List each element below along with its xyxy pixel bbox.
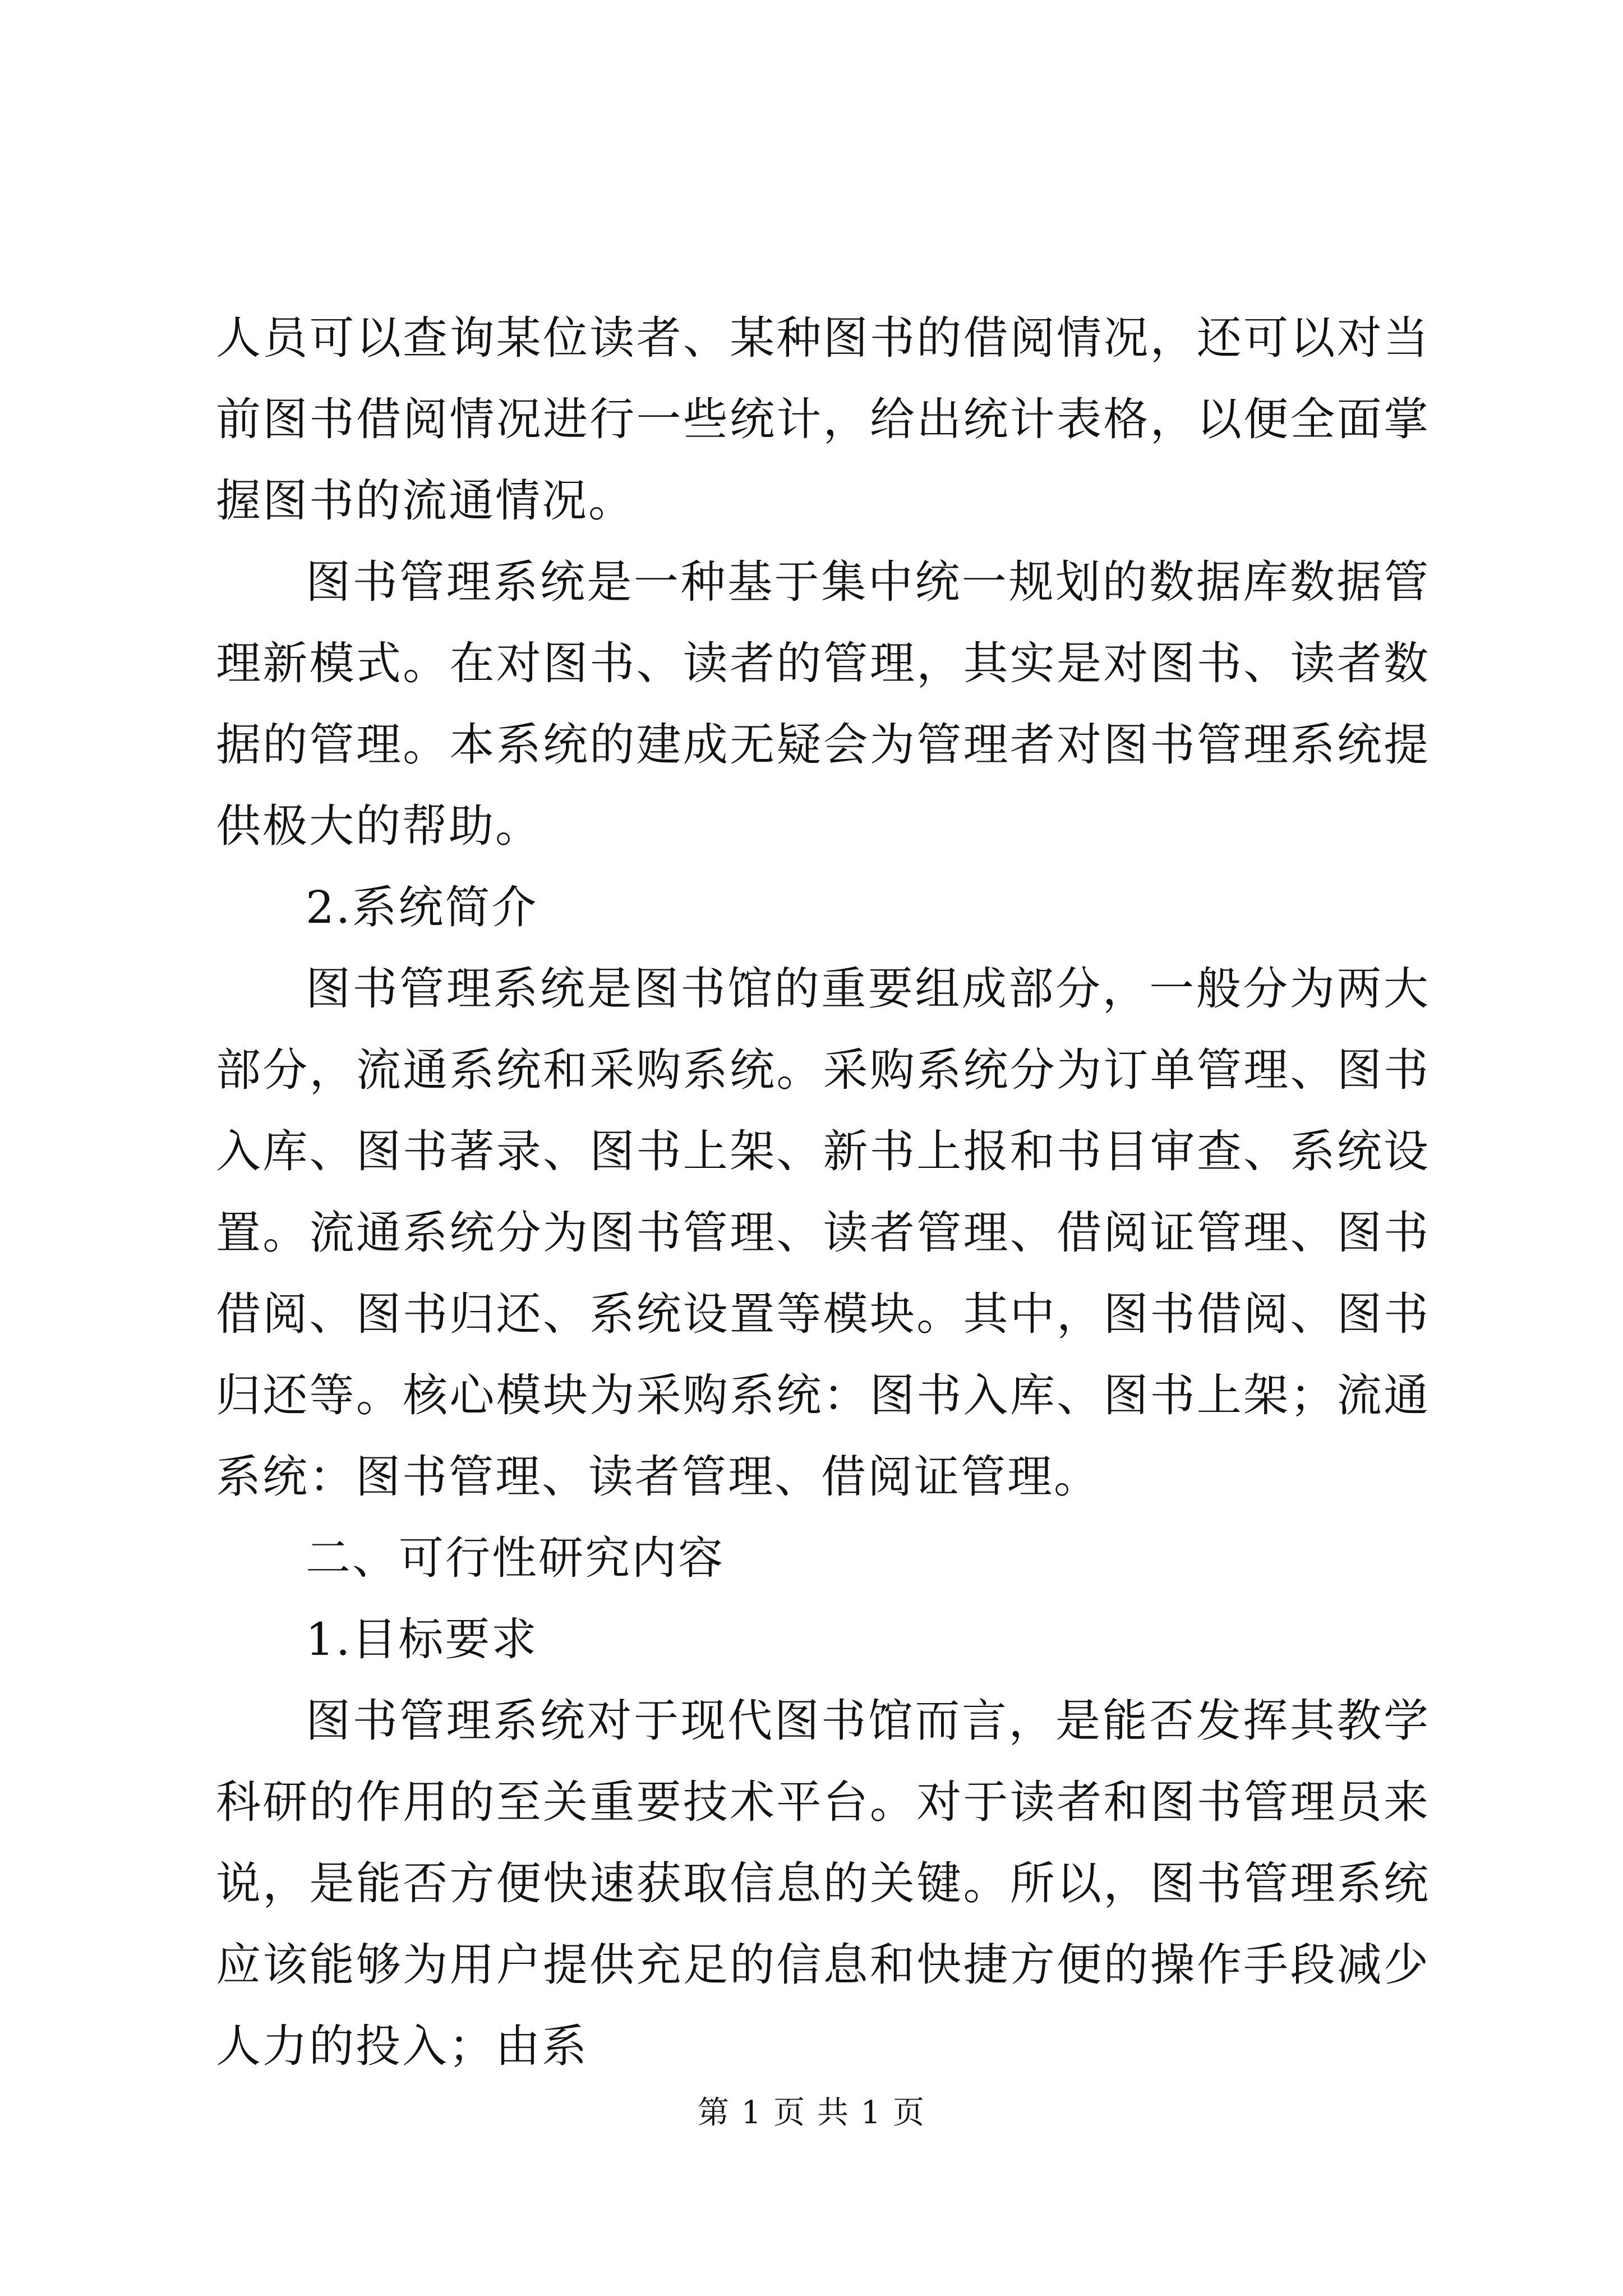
paragraph-goals: 图书管理系统对于现代图书馆而言，是能否发挥其教学科研的作用的至关重要技术平台。对于读者和图书管理员来说，是能否方便快速获取信息的关键。所以，图书管理系统应该能够为用户提供充足的信息和快捷方便的操作手段减少人力的投入；由系 (216, 1695, 1430, 2072)
paragraph-system-overview: 图书管理系统是一种基于集中统一规划的数据库数据管理新模式。在对图书、读者的管理，其实是对图书、读者数据的管理。本系统的建成无疑会为管理者对图书管理系统提供极大的帮助。 (216, 556, 1430, 852)
section-heading-system-intro: 2.系统简介 (306, 881, 538, 933)
document-body (216, 297, 1430, 2087)
paragraph-system-intro: 图书管理系统是图书馆的重要组成部分，一般分为两大部分，流通系统和采购系统。采购系统分为订单管理、图书入库、图书著录、图书上架、新书上报和书目审查、系统设置。流通系统分为图书管理、读者管理、借阅证管理、图书借阅、图书归还、系统设置等模块。其中，图书借阅、图书归还等。核心模块为采购系统：图书入库、图书上架；流通系统：图书管理、读者管理、借阅证管理。 (216, 963, 1430, 1503)
paragraph-continued: 人员可以查询某位读者、某种图书的借阅情况，还可以对当前图书借阅情况进行一些统计，给出统计表格，以便全面掌握图书的流通情况。 (216, 312, 1430, 527)
page-footer: 第 1 页 共 1 页 (697, 2095, 926, 2131)
section-heading-feasibility: 二、可行性研究内容 (306, 1532, 725, 1584)
section-heading-goals: 1.目标要求 (306, 1613, 538, 1665)
